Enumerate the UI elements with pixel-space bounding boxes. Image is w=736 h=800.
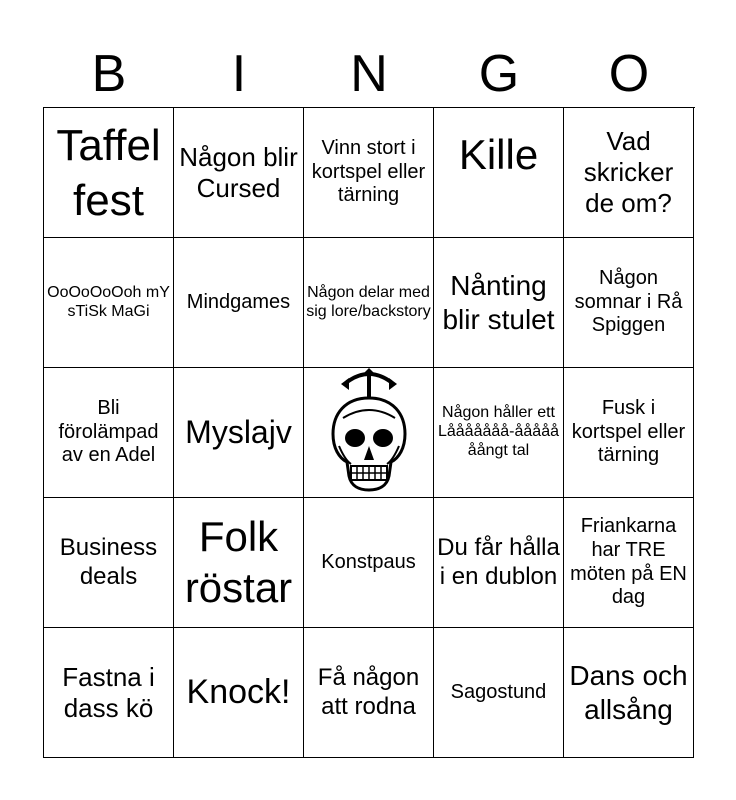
- bingo-cell[interactable]: [434, 628, 564, 758]
- bingo-cell[interactable]: [44, 628, 174, 758]
- cell-text: Taffel fest: [56, 120, 161, 225]
- bingo-cell[interactable]: [564, 238, 694, 368]
- bingo-cell[interactable]: [564, 498, 694, 628]
- header-letter-n: N: [350, 45, 388, 103]
- cell-text: Mindgames: [186, 290, 291, 313]
- header-letter-g: G: [478, 45, 520, 103]
- bingo-cell[interactable]: [564, 108, 694, 238]
- cell-text: Någon somnar i Rå Spiggen: [574, 267, 683, 337]
- bingo-board: [43, 107, 695, 758]
- cell-text: Friankarna har TRE möten på EN dag: [570, 515, 687, 609]
- cell-text: OoOoOoOoh mYsTiSk MaGi: [47, 283, 170, 320]
- cell-text: Folk röstar: [184, 513, 293, 611]
- bingo-cell[interactable]: [304, 628, 434, 758]
- header-letter-i: I: [231, 45, 247, 103]
- header-letter-o: O: [608, 45, 650, 103]
- bingo-cell[interactable]: [434, 238, 564, 368]
- cell-text: Business deals: [59, 534, 158, 590]
- bingo-cell[interactable]: [174, 498, 304, 628]
- cell-text: Någon blir Cursed: [179, 141, 298, 203]
- cell-text: Dans och allsång: [569, 660, 688, 725]
- cell-text: Fusk i kortspel eller tärning: [571, 397, 686, 467]
- bingo-cell[interactable]: [304, 238, 434, 368]
- cell-text: Fastna i dass kö: [62, 661, 155, 723]
- cell-text: Bli förolämpad av en Adel: [58, 397, 159, 467]
- bingo-cell[interactable]: [304, 498, 434, 628]
- bingo-cell[interactable]: [564, 368, 694, 498]
- bingo-header: [44, 40, 694, 108]
- cell-text: Få någon att rodna: [317, 664, 420, 720]
- cell-text: Vinn stort i kortspel eller tärning: [311, 137, 426, 207]
- bingo-cell[interactable]: [174, 238, 304, 368]
- cell-text: Du får hålla i en dublon: [437, 534, 560, 590]
- cell-text: Någon delar med sig lore/backstory: [306, 283, 431, 320]
- cell-text: Knock!: [186, 673, 291, 712]
- bingo-cell[interactable]: [564, 628, 694, 758]
- cell-text: Kille: [458, 131, 539, 179]
- cell-text: Vad skricker de om?: [583, 126, 674, 218]
- bingo-cell[interactable]: [434, 108, 564, 238]
- bingo-cell[interactable]: [44, 238, 174, 368]
- cell-text: Konstpaus: [321, 550, 416, 573]
- bingo-cell[interactable]: [44, 108, 174, 238]
- bingo-cell[interactable]: [434, 368, 564, 498]
- bingo-cell[interactable]: [174, 108, 304, 238]
- bingo-cell[interactable]: [174, 368, 304, 498]
- cell-text: Sagostund: [450, 680, 547, 703]
- skull-with-alchemical-symbol-icon: [327, 368, 411, 497]
- bingo-cell[interactable]: [44, 368, 174, 498]
- bingo-cell[interactable]: [434, 498, 564, 628]
- bingo-cell[interactable]: [304, 108, 434, 238]
- cell-text: Någon håller ett Lååååååå-ååååååångt tal: [437, 404, 559, 459]
- bingo-cell[interactable]: [44, 498, 174, 628]
- cell-text: Myslajv: [185, 413, 292, 450]
- header-letter-b: B: [91, 45, 127, 103]
- cell-text: Nånting blir stulet: [442, 270, 555, 335]
- free-space-cell[interactable]: [304, 368, 434, 498]
- bingo-cell[interactable]: [174, 628, 304, 758]
